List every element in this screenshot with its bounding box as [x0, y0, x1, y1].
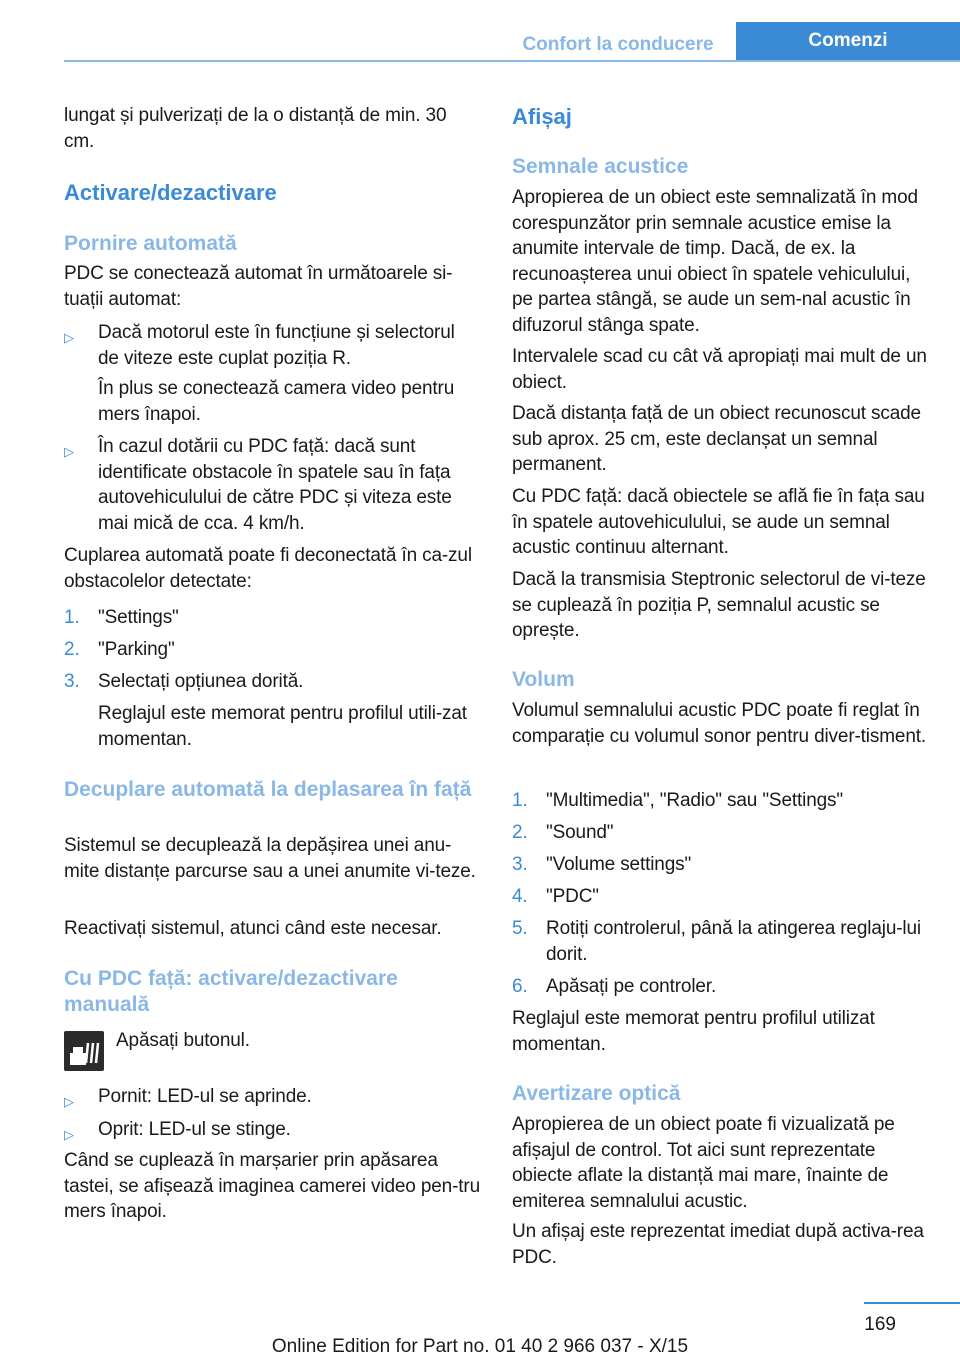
step-item: [512, 916, 928, 967]
bullet-triangle-icon: ▷: [64, 1127, 74, 1142]
step-text: "PDC": [546, 886, 599, 907]
heading-volume: Volum: [512, 668, 575, 691]
heading-activation: Activare/dezactivare: [64, 180, 277, 205]
visual-paragraph: Apropierea de un obiect poate fi vizualizată pe afișajul de control. Tot aici sunt reprezentate obiecte aflate la distanță mai mare, înainte de emiterea semnalului acustic.: [512, 1114, 895, 1212]
bullet-item: [64, 320, 480, 371]
step-text: Selectați opțiunea dorită.: [98, 671, 304, 692]
bullet-subtext: În plus se conectează camera video pentru mers înapoi.: [98, 378, 455, 425]
step-number: 3.: [64, 671, 80, 692]
decouple-paragraph: Sistemul se decuplează la depășirea unei anu-mite distanțe parcurse sau a unei anumite vi-teze.: [64, 835, 476, 882]
step-item: [64, 669, 480, 695]
step-item: [512, 788, 928, 814]
step-item: [512, 820, 928, 846]
step-number: 4.: [512, 886, 528, 907]
header-chapter-tab: Comenzi: [736, 22, 960, 60]
step-number: 1.: [64, 607, 80, 628]
bullet-triangle-icon: ▷: [64, 1094, 74, 1109]
header-rule: [64, 60, 960, 62]
reverse-paragraph: Când se cuplează în marșarier prin apăsarea tastei, se afișează imaginea camerei video pen-tru mers înapoi.: [64, 1150, 481, 1222]
heading-decouple: Decuplare automată la deplasarea în față: [64, 778, 472, 801]
auto-on-paragraph: PDC se conectează automat în următoarele si-tuații automat:: [64, 263, 453, 310]
step-text: Rotiți controlerul, până la atingerea reglaju-lui dorit.: [546, 918, 921, 965]
bullet-text: Dacă motorul este în funcțiune și selectorul de viteze este cuplat poziția R.: [98, 322, 455, 369]
step-text: Apăsați pe controler.: [546, 976, 717, 997]
bullet-text: Pornit: LED-ul se aprinde.: [98, 1086, 312, 1107]
heading-manual: Cu PDC față: activare/dezactivare manuală: [64, 967, 398, 1016]
heading-acoustic: Semnale acustice: [512, 155, 689, 178]
press-button-text: Apăsați butonul.: [116, 1030, 250, 1051]
step-number: 2.: [512, 822, 528, 843]
heading-auto-on: Pornire automată: [64, 232, 237, 255]
step-number: 3.: [512, 854, 528, 875]
step-item: [512, 852, 928, 878]
step-text: "Sound": [546, 822, 614, 843]
acoustic-paragraph: Dacă distanța față de un obiect recunoscut scade sub aprox. 25 cm, este declanșat un semnal permanent.: [512, 403, 921, 475]
bullet-triangle-icon: ▷: [64, 330, 74, 345]
acoustic-paragraph: Cu PDC față: dacă obiectele se află fie în fața sau în spatele autovehiculului, se aude un semnal acustic continuu alternant.: [512, 486, 925, 558]
page-number: 169: [864, 1314, 896, 1335]
step-number: 6.: [512, 976, 528, 997]
heading-display: Afișaj: [512, 104, 572, 129]
acoustic-paragraph: Dacă la transmisia Steptronic selectorul de vi-teze se cuplează în poziția P, semnalul acustic se oprește.: [512, 569, 926, 641]
acoustic-paragraph: Intervalele scad cu cât vă apropiați mai mult de un obiect.: [512, 346, 927, 393]
step-text: "Settings": [98, 607, 179, 628]
bullet-item: [64, 434, 480, 536]
step-number: 5.: [512, 918, 528, 939]
step-item: [512, 974, 928, 1000]
header-section-title: Confort la conducere: [522, 33, 714, 55]
bullet-text: În cazul dotării cu PDC față: dacă sunt identificate obstacole în spatele sau în fața autovehiculului de către PDC și viteza este mai mică de cca. 4 km/h.: [98, 436, 452, 534]
page-header: [0, 0, 960, 62]
step-text: "Multimedia", "Radio" sau "Settings": [546, 790, 843, 811]
step-number: 2.: [64, 639, 80, 660]
step-item: [64, 605, 480, 631]
pdc-button-icon: [64, 1031, 104, 1071]
step-text: "Volume settings": [546, 854, 692, 875]
bullet-text: Oprit: LED-ul se stinge.: [98, 1119, 291, 1140]
bullet-triangle-icon: ▷: [64, 444, 74, 459]
bullet-item: [64, 1117, 480, 1143]
acoustic-paragraph: Apropierea de un obiect este semnalizată în mod corespunzător prin semnale acustice emise la anumite intervale de timp. Dacă, de ex. la recunoașterea unui obiect în spatele vehiculului, pe partea stângă, se aude un sem-nal acustic în difuzorul stânga spate.: [512, 187, 918, 336]
intro-paragraph: lungat și pulverizați de la o distanță de min. 30 cm.: [64, 105, 447, 152]
step-subtext: Reglajul este memorat pentru profilul utili-zat momentan.: [98, 703, 467, 750]
visual-paragraph: Un afișaj este reprezentat imediat după activa-rea PDC.: [512, 1221, 924, 1268]
heading-visual: Avertizare optică: [512, 1082, 681, 1105]
step-number: 1.: [512, 790, 528, 811]
edition-footer: Online Edition for Part no. 01 40 2 966 037 - X/15: [271, 1336, 689, 1357]
reactivate-paragraph: Reactivați sistemul, atunci când este necesar.: [64, 918, 442, 939]
step-item: [64, 637, 480, 663]
footer-rule: [864, 1302, 960, 1304]
step-item: [512, 884, 928, 910]
step-text: "Parking": [98, 639, 175, 660]
volume-saved-paragraph: Reglajul este memorat pentru profilul utilizat momentan.: [512, 1008, 875, 1055]
volume-paragraph: Volumul semnalului acustic PDC poate fi reglat în comparație cu volumul sonor pentru diver-tisment.: [512, 700, 926, 747]
bullet-item: [64, 1084, 480, 1110]
auto-off-paragraph: Cuplarea automată poate fi deconectată în ca-zul obstacolelor detectate:: [64, 545, 472, 592]
